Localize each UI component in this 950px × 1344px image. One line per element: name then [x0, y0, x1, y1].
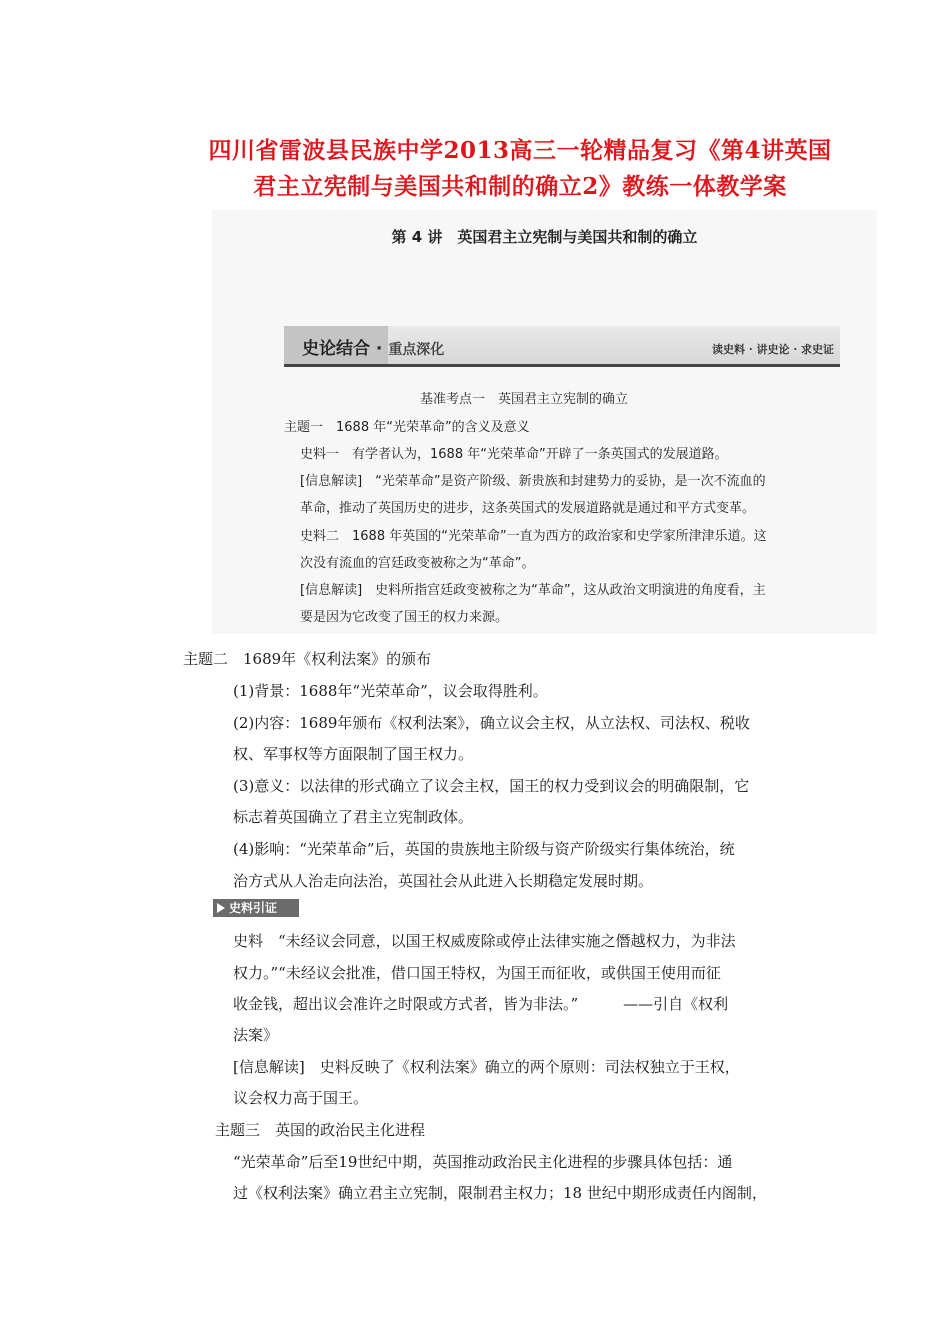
body-line: 标志着英国确立了君主立宪制政体。: [233, 808, 474, 826]
scan-line: 史料二 1688 年英国的“光荣革命”一直为西方的政治家和史学家所津津乐道。这: [300, 529, 767, 544]
evidence-label-text: 史料引证: [229, 901, 278, 915]
topic-two-heading: 主题二 1689年《权利法案》的颁布: [183, 650, 432, 668]
document-title: [190, 133, 850, 205]
body-line: 史料 “未经议会同意，以国王权威废除或停止法律实施之僭越权力，为非法: [233, 932, 736, 950]
banner-title: [302, 334, 444, 359]
body-line: 权、军事权等方面限制了国王权力。: [233, 745, 474, 763]
body-line: 治方式从人治走向法治，英国社会从此进入长期稳定发展时期。: [233, 872, 654, 890]
evidence-label: [213, 899, 299, 917]
triangle-icon: [217, 903, 225, 913]
body-line: 议会权力高于国王。: [233, 1089, 369, 1107]
banner-dot: ·: [375, 339, 383, 359]
scan-line: 主题一 1688 年“光荣革命”的含义及意义: [284, 420, 530, 435]
body-line: 法案》: [233, 1026, 279, 1044]
document-title-line-1: 四川省雷波县民族中学2013高三一轮精品复习《第4讲英国: [208, 137, 832, 164]
body-line: (2)内容：1689年颁布《权利法案》，确立议会主权，从立法权、司法权、税收: [233, 714, 750, 732]
banner-main-label: 史论结合: [302, 339, 370, 359]
scan-line: 革命，推动了英国历史的进步，这条英国式的发展道路就是通过和平方式变革。: [300, 501, 756, 516]
body-line: 过《权利法案》确立君主立宪制，限制君主权力；18 世纪中期形成责任内阁制，: [233, 1184, 767, 1202]
body-line: 收金钱，超出议会准许之时限或方式者，皆为非法。” ——引自《权利: [233, 995, 729, 1013]
body-line: 权力。”“未经议会批准，借口国王特权，为国王而征收，或供国王使用而征: [233, 964, 721, 982]
scan-line: [信息解读] “光荣革命”是资产阶级、新贵族和封建势力的妥协，是一次不流血的: [300, 474, 766, 489]
scan-line: [信息解读] 史料所指宫廷政变被称之为“革命”，这从政治文明演进的角度看，主: [300, 583, 766, 598]
body-line: (4)影响：“光荣革命”后，英国的贵族地主阶级与资产阶级实行集体统治，统: [233, 840, 735, 858]
document-title-line-2: 君主立宪制与美国共和制的确立2》教练一体教学案: [253, 173, 787, 200]
body-line: (3)意义：以法律的形式确立了议会主权，国王的权力受到议会的明确限制，它: [233, 777, 750, 795]
banner-sub-label: 重点深化: [388, 342, 445, 358]
topic-three-heading: 主题三 英国的政治民主化进程: [215, 1121, 426, 1139]
banner-motto: 读史料 · 讲史论 · 求史证: [712, 343, 834, 356]
section-banner: [284, 326, 840, 367]
lesson-heading: 第 4 讲 英国君主立宪制与美国共和制的确立: [391, 228, 698, 246]
scan-line: 次没有流血的宫廷政变被称之为“革命”。: [300, 556, 535, 571]
textbook-scan-image: [212, 210, 877, 634]
body-line: “光荣革命”后至19世纪中期，英国推动政治民主化进程的步骤具体包括：通: [233, 1153, 733, 1171]
scan-line: 史料一 有学者认为，1688 年“光荣革命”开辟了一条英国式的发展道路。: [300, 447, 728, 462]
body-line: (1)背景：1688年“光荣革命”，议会取得胜利。: [233, 682, 548, 700]
body-line: [信息解读] 史料反映了《权利法案》确立的两个原则：司法权独立于王权，: [233, 1058, 740, 1076]
scan-line: 要是因为它改变了国王的权力来源。: [300, 610, 509, 625]
point-title: 基准考点一 英国君主立宪制的确立: [420, 392, 629, 407]
